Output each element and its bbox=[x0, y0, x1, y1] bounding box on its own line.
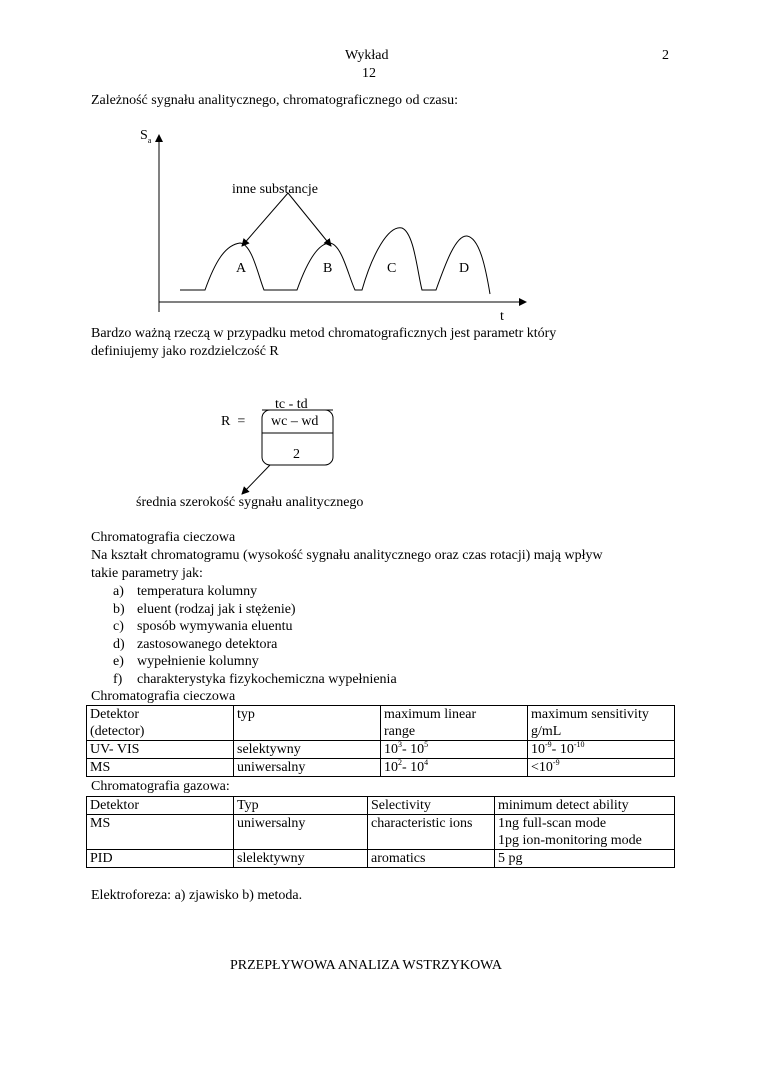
page-number: 2 bbox=[662, 48, 669, 63]
table-cell: UV- VIS bbox=[87, 741, 234, 759]
intro-text: Zależność sygnału analitycznego, chromatograficznego od czasu: bbox=[91, 93, 458, 108]
table-cell: uniwersalny bbox=[234, 815, 368, 850]
list-marker: f) bbox=[113, 671, 123, 687]
peak-label-a: A bbox=[236, 261, 247, 276]
table-header-row bbox=[87, 797, 675, 815]
width-bracket bbox=[262, 410, 333, 465]
table-header-cell: Detektor (detector) bbox=[87, 706, 234, 741]
liquid-detector-table bbox=[86, 705, 675, 777]
table-cell: slelektywny bbox=[234, 850, 368, 868]
table-cell: PID bbox=[87, 850, 234, 868]
list-text: zastosowanego detektora bbox=[137, 636, 278, 652]
resolution-text-line1: Bardzo ważną rzeczą w przypadku metod chromatograficznych jest parametr który bbox=[91, 326, 557, 341]
list-item bbox=[113, 583, 397, 601]
list-marker: a) bbox=[113, 584, 124, 599]
liquid-paragraph-line2: takie parametry jak: bbox=[91, 566, 203, 581]
note-arrow bbox=[242, 465, 270, 494]
table-cell: $<10^{-9}$ bbox=[528, 759, 675, 777]
table-cell: MS bbox=[87, 759, 234, 777]
table-row bbox=[87, 741, 675, 759]
table-row bbox=[87, 759, 675, 777]
list-text: eluent (rodzaj jak i stężenie) bbox=[137, 601, 296, 617]
formula-lhs: R = bbox=[221, 414, 246, 429]
list-marker: c) bbox=[113, 619, 124, 634]
parameter-list bbox=[113, 583, 397, 688]
formula-numerator: tc - td bbox=[275, 397, 308, 412]
table-header-cell: maximum linear range bbox=[381, 706, 528, 741]
header-title: Wykład bbox=[345, 48, 389, 63]
list-item bbox=[113, 671, 397, 689]
list-item bbox=[113, 636, 397, 654]
list-text: temperatura kolumny bbox=[137, 584, 258, 599]
electrophoresis-text: Elektroforeza: a) zjawisko b) metoda. bbox=[91, 888, 303, 903]
table-cell: $10^3-$ $10^5$ bbox=[381, 741, 528, 759]
table-header-cell: typ bbox=[234, 706, 381, 741]
table-row bbox=[87, 850, 675, 868]
formula-denominator-top: wc – wd bbox=[271, 414, 319, 429]
y-axis-label: $S_a$ bbox=[140, 128, 152, 145]
liquid-heading: Chromatografia cieczowa bbox=[91, 530, 236, 545]
list-text: sposób wymywania eluentu bbox=[137, 619, 293, 634]
liquid-table-title: Chromatografia cieczowa bbox=[91, 689, 236, 704]
gas-table-title: Chromatografia gazowa: bbox=[91, 779, 230, 794]
list-text: charakterystyka fizykochemiczna wypełnienia bbox=[137, 671, 397, 687]
table-cell: MS bbox=[87, 815, 234, 850]
table-cell: 5 pg bbox=[495, 850, 675, 868]
x-axis-label: t bbox=[500, 309, 504, 324]
annotation-label: inne substancje bbox=[232, 182, 318, 197]
peak-label-c: C bbox=[387, 261, 397, 276]
table-header-cell: Typ bbox=[234, 797, 368, 815]
table-cell: $10^2-$ $10^4$ bbox=[381, 759, 528, 777]
table-header-cell: Selectivity bbox=[368, 797, 495, 815]
table-header-cell: minimum detect ability bbox=[495, 797, 675, 815]
list-marker: b) bbox=[113, 601, 125, 617]
formula-note: średnia szerokość sygnału analitycznego bbox=[136, 495, 364, 510]
table-header-row bbox=[87, 706, 675, 741]
resolution-text-line2: definiujemy jako rozdzielczość R bbox=[91, 344, 279, 359]
formula-denominator-bottom: 2 bbox=[293, 447, 300, 462]
list-marker: e) bbox=[113, 654, 124, 669]
list-marker: d) bbox=[113, 636, 125, 652]
table-cell: aromatics bbox=[368, 850, 495, 868]
list-item bbox=[113, 601, 397, 619]
table-header-cell: Detektor bbox=[87, 797, 234, 815]
table-row bbox=[87, 815, 675, 850]
formula-graphics bbox=[0, 0, 760, 520]
table-cell: uniwersalny bbox=[234, 759, 381, 777]
table-cell: selektywny bbox=[234, 741, 381, 759]
table-header-cell: maximum sensitivity g/mL bbox=[528, 706, 675, 741]
peak-label-b: B bbox=[323, 261, 333, 276]
header-subtitle: 12 bbox=[362, 66, 376, 81]
list-text: wypełnienie kolumny bbox=[137, 654, 259, 669]
table-cell: characteristic ions bbox=[368, 815, 495, 850]
list-item bbox=[113, 653, 397, 671]
section-title: PRZEPŁYWOWA ANALIZA WSTRZYKOWA bbox=[230, 958, 502, 973]
liquid-paragraph-line1: Na kształt chromatogramu (wysokość sygnału analitycznego oraz czas rotacji) mają wpływ bbox=[91, 548, 603, 563]
gas-detector-table bbox=[86, 796, 675, 868]
table-cell: 1ng full-scan mode 1pg ion-monitoring mode bbox=[495, 815, 675, 850]
table-cell: $10^{-9}-$ $10^{-10}$ bbox=[528, 741, 675, 759]
list-item bbox=[113, 618, 397, 636]
peak-label-d: D bbox=[459, 261, 470, 276]
